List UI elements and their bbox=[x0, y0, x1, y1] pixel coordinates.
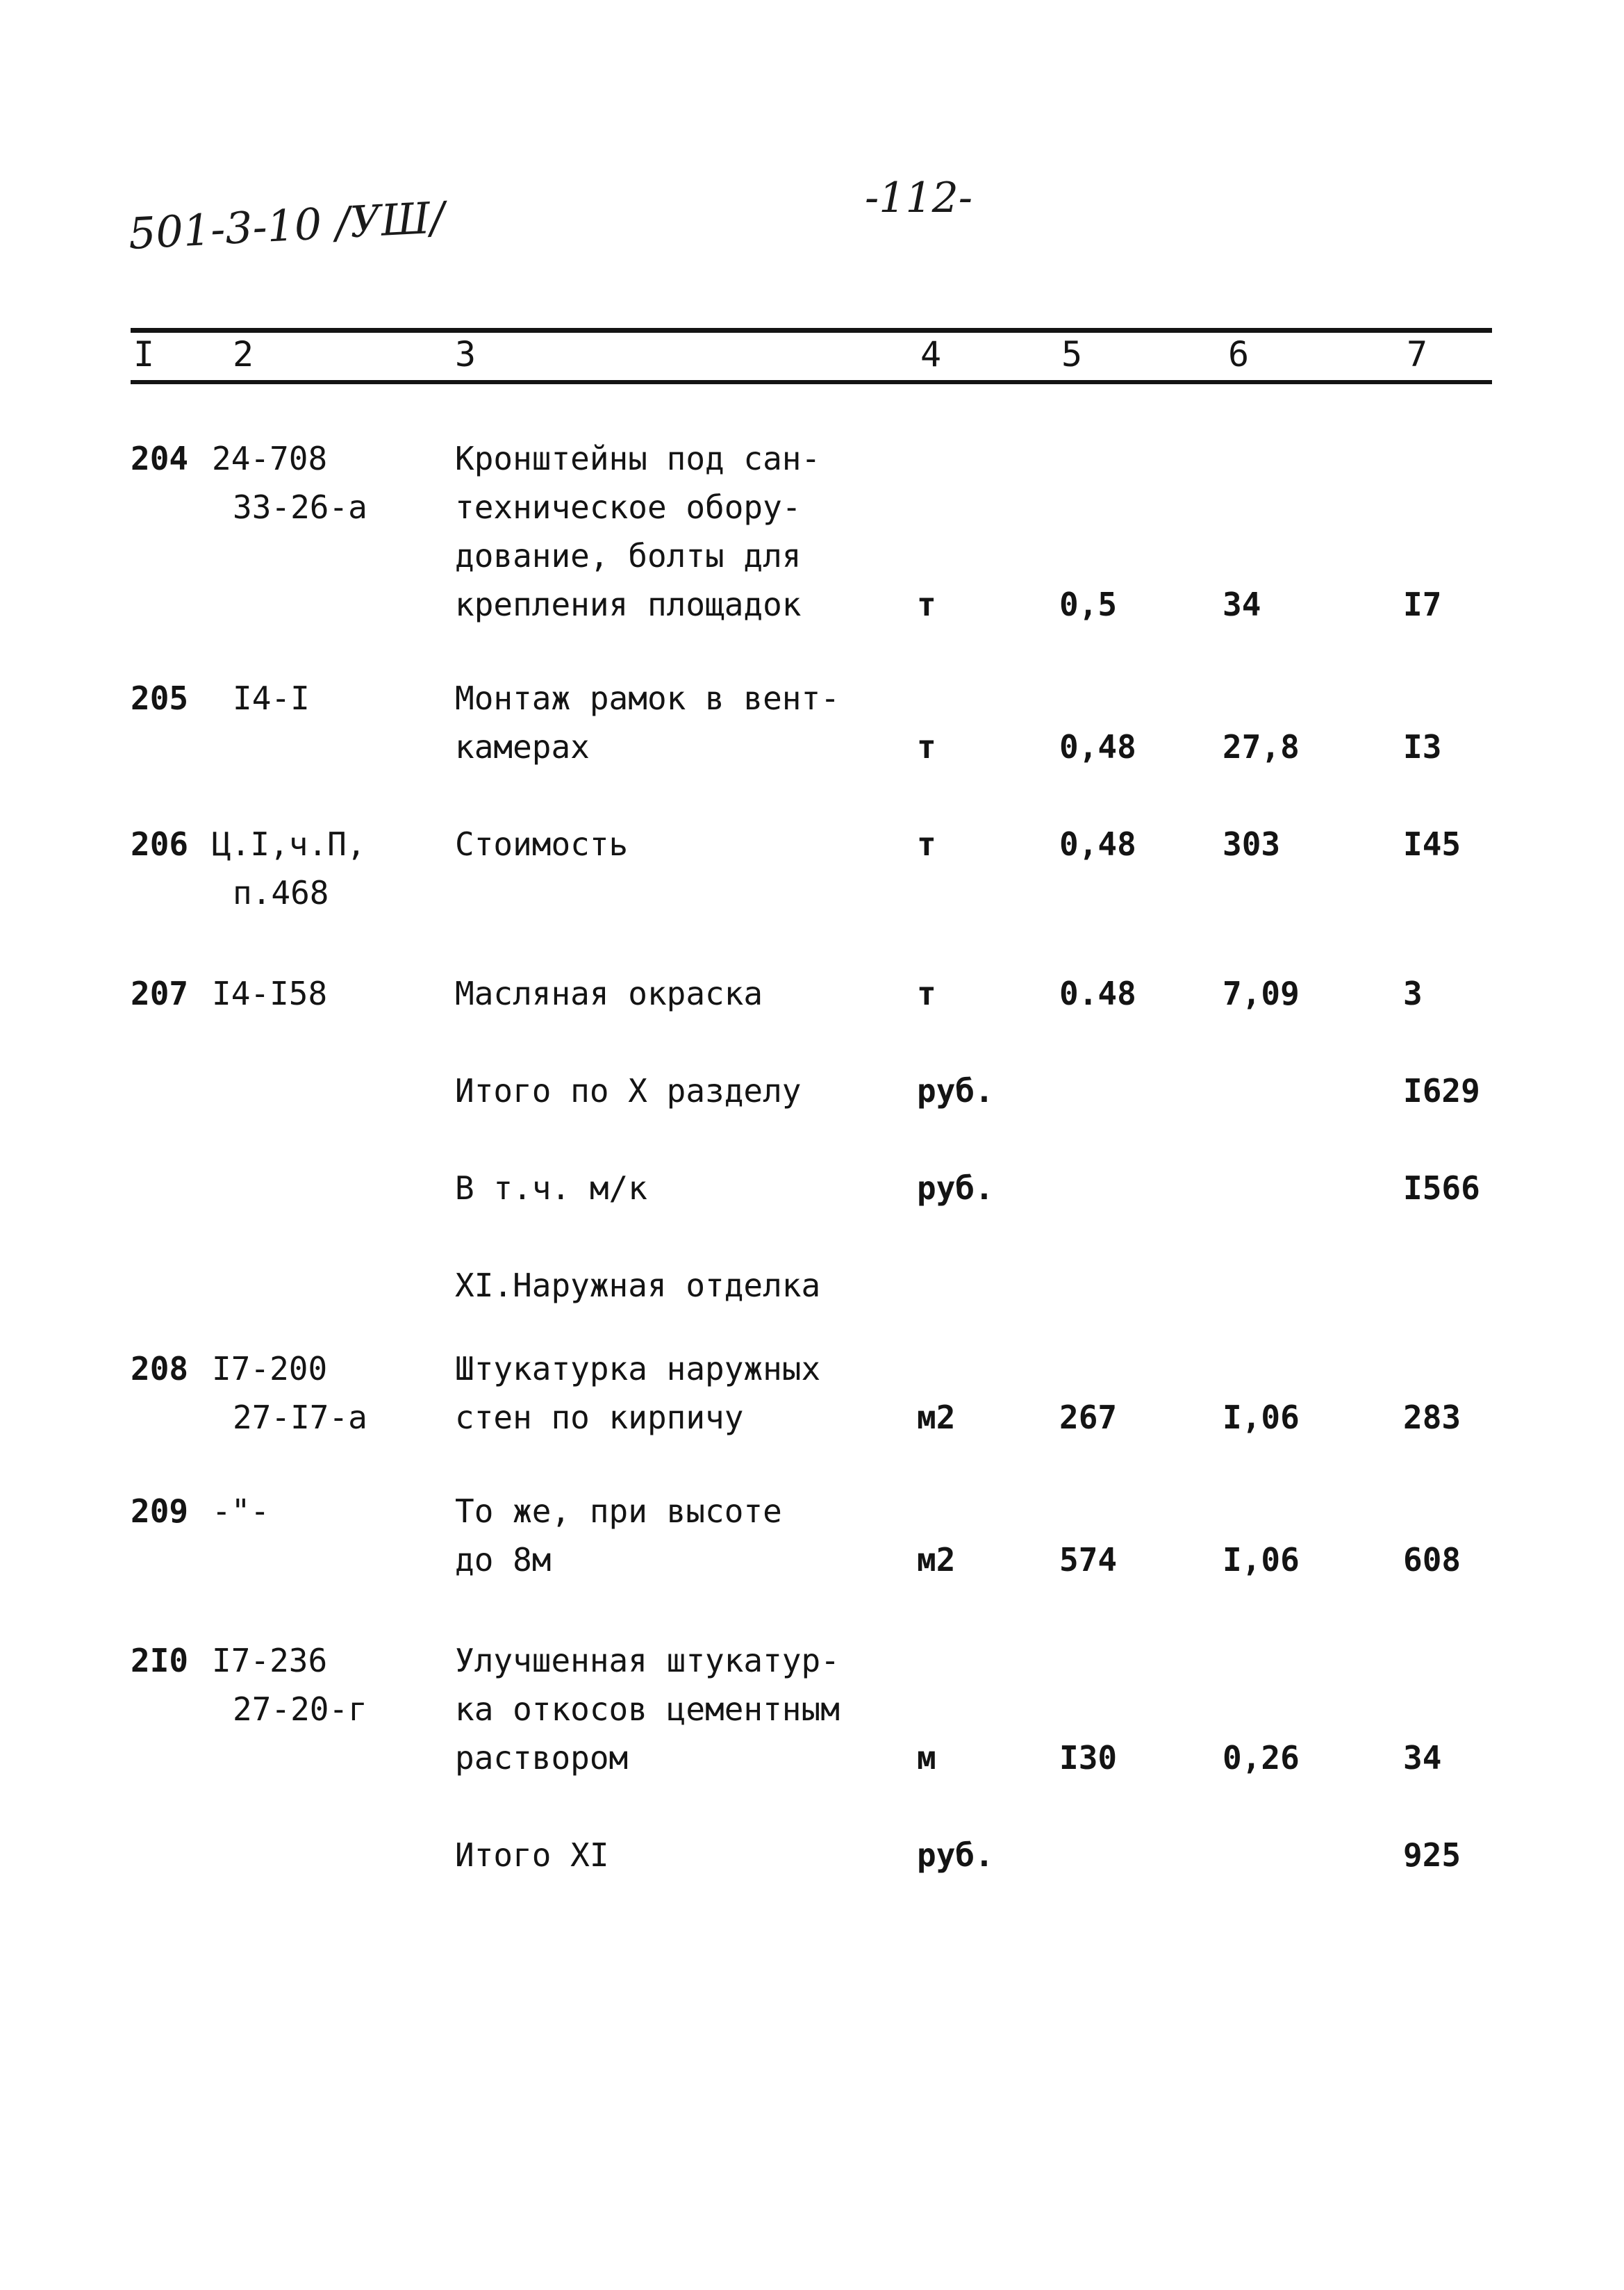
row-total: I7 bbox=[1403, 586, 1442, 623]
row-number: 209 bbox=[131, 1492, 189, 1530]
row-description: камерах bbox=[455, 728, 590, 766]
row-quantity: 0,5 bbox=[1059, 586, 1118, 623]
row-total: I3 bbox=[1403, 728, 1442, 766]
row-quantity: 0.48 bbox=[1059, 975, 1136, 1012]
page-number: -112- bbox=[865, 174, 973, 222]
row-description: То же, при высоте bbox=[455, 1492, 782, 1530]
row-code: п.468 bbox=[233, 874, 329, 912]
row-unit: руб. bbox=[917, 1169, 994, 1207]
row-total: 925 bbox=[1403, 1836, 1461, 1874]
column-header: 2 bbox=[233, 334, 254, 374]
row-unit: т bbox=[917, 586, 936, 623]
row-number: 207 bbox=[131, 975, 189, 1012]
row-code: I4-I58 bbox=[212, 975, 328, 1012]
row-description: раствором bbox=[455, 1739, 629, 1777]
row-description: Кронштейны под сан- bbox=[455, 440, 821, 477]
row-description: крепления площадок bbox=[455, 586, 802, 623]
row-description: Монтаж рамок в вент- bbox=[455, 679, 840, 717]
row-code: 24-708 bbox=[212, 440, 328, 477]
row-description: Улучшенная штукатур- bbox=[455, 1642, 840, 1679]
row-price: 7,09 bbox=[1223, 975, 1300, 1012]
row-quantity: 0,48 bbox=[1059, 825, 1136, 863]
row-number: 208 bbox=[131, 1350, 189, 1387]
row-description: Штукатурка наружных bbox=[455, 1350, 821, 1387]
row-quantity: 0,48 bbox=[1059, 728, 1136, 766]
row-price: 27,8 bbox=[1223, 728, 1300, 766]
row-number: 206 bbox=[131, 825, 189, 863]
column-header: 6 bbox=[1228, 334, 1250, 374]
row-code: Ц.I,ч.П, bbox=[212, 825, 366, 863]
column-header: 5 bbox=[1061, 334, 1083, 374]
column-header: I bbox=[133, 334, 155, 374]
row-price: 0,26 bbox=[1223, 1739, 1300, 1777]
row-unit: т bbox=[917, 825, 936, 863]
row-description: Масляная окраска bbox=[455, 975, 763, 1012]
row-unit: м2 bbox=[917, 1541, 956, 1579]
row-price: I,06 bbox=[1223, 1541, 1300, 1579]
row-code: 33-26-а bbox=[233, 488, 367, 526]
row-code: I4-I bbox=[233, 679, 310, 717]
row-total: 283 bbox=[1403, 1399, 1461, 1436]
row-description: стен по кирпичу bbox=[455, 1399, 744, 1436]
row-unit: т bbox=[917, 728, 936, 766]
row-total: I566 bbox=[1403, 1169, 1480, 1207]
row-price: I,06 bbox=[1223, 1399, 1300, 1436]
row-quantity: I30 bbox=[1059, 1739, 1118, 1777]
row-number: 2I0 bbox=[131, 1642, 189, 1679]
row-quantity: 267 bbox=[1059, 1399, 1118, 1436]
row-price: 34 bbox=[1223, 586, 1261, 623]
row-total: I45 bbox=[1403, 825, 1461, 863]
row-description: XI.Наружная отделка bbox=[455, 1267, 821, 1304]
column-header: 7 bbox=[1407, 334, 1428, 374]
row-total: 608 bbox=[1403, 1541, 1461, 1579]
row-number: 205 bbox=[131, 679, 189, 717]
row-code: 27-20-г bbox=[233, 1690, 367, 1728]
row-unit: руб. bbox=[917, 1836, 994, 1874]
row-total: I629 bbox=[1403, 1072, 1480, 1110]
document-code: 501-3-10 /УШ/ bbox=[127, 192, 446, 259]
row-total: 3 bbox=[1403, 975, 1423, 1012]
row-code: I7-236 bbox=[212, 1642, 328, 1679]
row-description: Стоимость bbox=[455, 825, 629, 863]
row-description: В т.ч. м/к bbox=[455, 1169, 647, 1207]
row-price: 303 bbox=[1223, 825, 1281, 863]
row-unit: руб. bbox=[917, 1072, 994, 1110]
row-description: Итого XI bbox=[455, 1836, 609, 1874]
table-header-rule bbox=[131, 380, 1492, 384]
row-total: 34 bbox=[1403, 1739, 1442, 1777]
column-header: 3 bbox=[455, 334, 477, 374]
column-header: 4 bbox=[920, 334, 942, 374]
row-description: техническое обору- bbox=[455, 488, 802, 526]
row-code: I7-200 bbox=[212, 1350, 328, 1387]
row-number: 204 bbox=[131, 440, 189, 477]
row-description: ка откосов цементным bbox=[455, 1690, 840, 1728]
row-quantity: 574 bbox=[1059, 1541, 1118, 1579]
row-description: до 8м bbox=[455, 1541, 552, 1579]
row-unit: т bbox=[917, 975, 936, 1012]
row-unit: м2 bbox=[917, 1399, 956, 1436]
row-description: дование, болты для bbox=[455, 537, 802, 575]
row-description: Итого по Х разделу bbox=[455, 1072, 802, 1110]
row-unit: м bbox=[917, 1739, 936, 1777]
row-code: 27-I7-а bbox=[233, 1399, 367, 1436]
row-code: -"- bbox=[212, 1492, 270, 1530]
table-top-rule bbox=[131, 328, 1492, 333]
